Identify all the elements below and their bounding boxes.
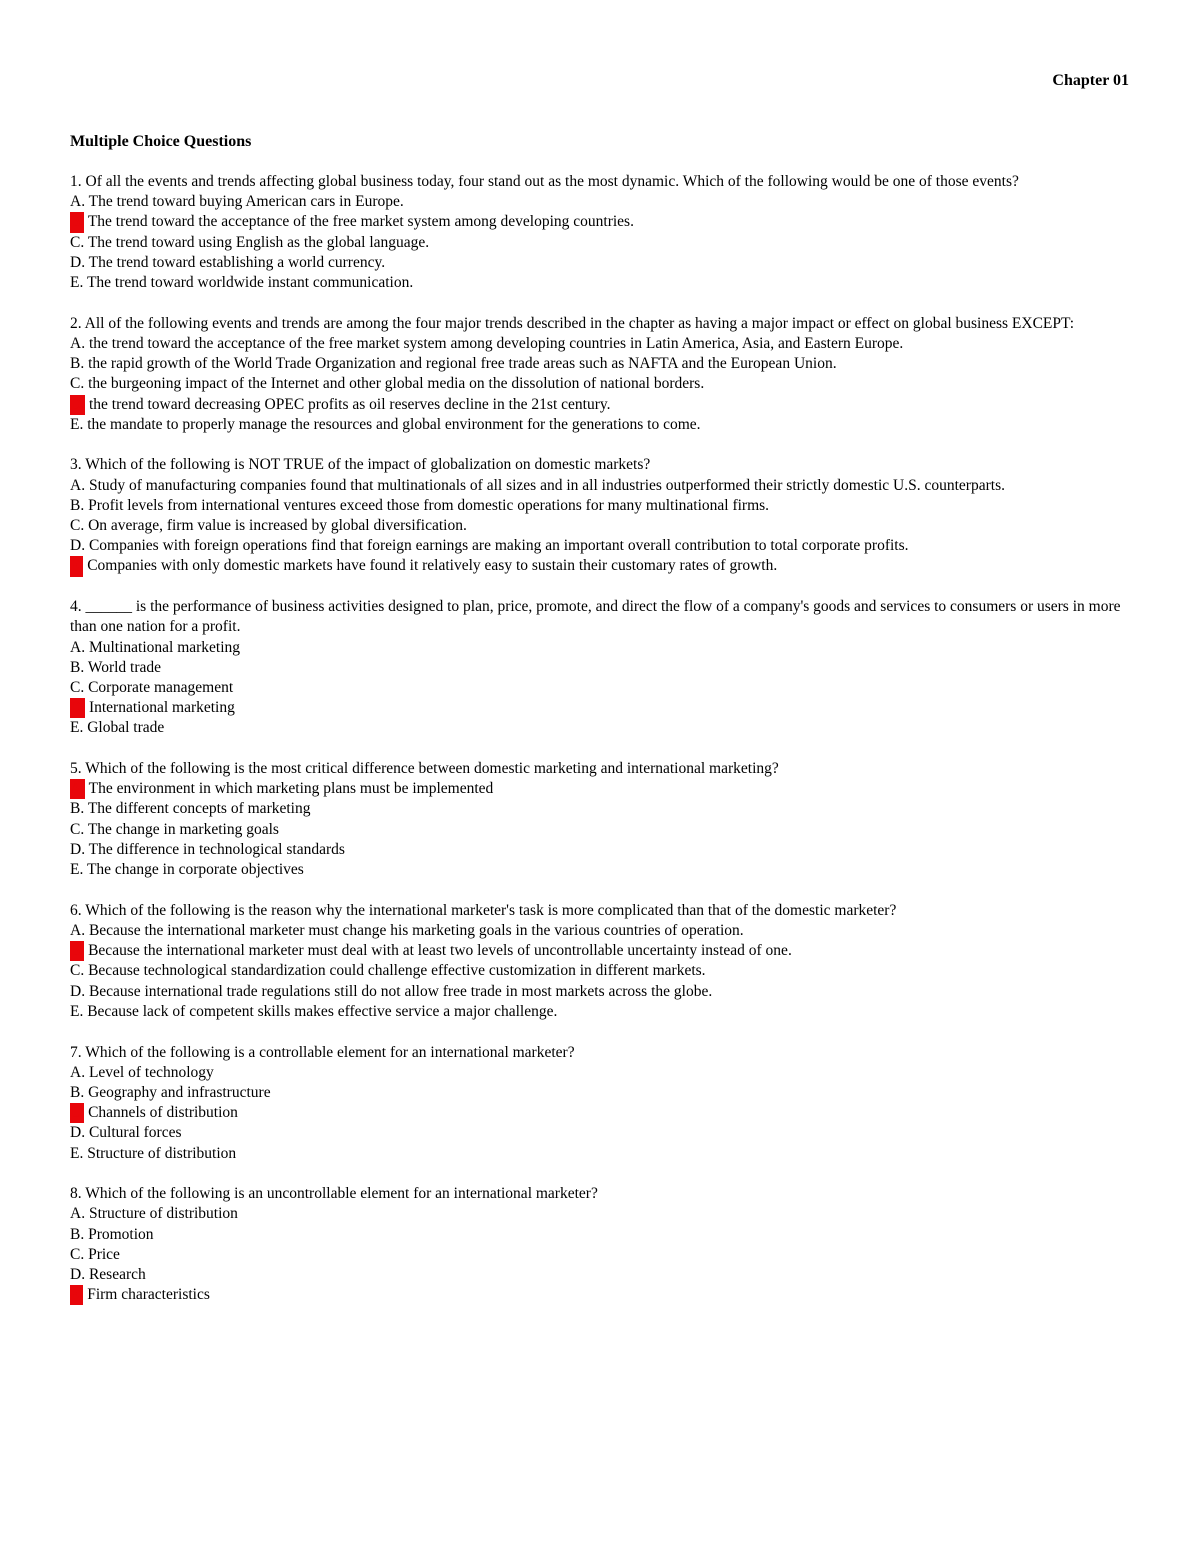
option-letter: B. bbox=[70, 800, 85, 818]
answer-option bbox=[70, 1285, 1130, 1305]
answer-option bbox=[70, 395, 1130, 415]
question-5 bbox=[70, 759, 1130, 880]
option-letter: D. bbox=[70, 253, 86, 271]
question-stem: 3. Which of the following is NOT TRUE of the impact of globalization on domestic markets? bbox=[70, 456, 651, 474]
option-letter: C. bbox=[70, 820, 85, 838]
option-text: Because the international marketer must change his marketing goals in the various countries of operation. bbox=[85, 922, 744, 939]
option-text: Corporate management bbox=[84, 678, 234, 696]
option-text: The change in marketing goals bbox=[84, 820, 279, 838]
option-text: On average, firm value is increased by global diversification. bbox=[84, 517, 467, 535]
option-letter: D. bbox=[70, 1124, 86, 1142]
answer-option bbox=[70, 1225, 1130, 1245]
question-list-container bbox=[70, 132, 1130, 1326]
answer-option bbox=[70, 192, 1130, 212]
option-text: Because the international marketer must deal with at least two levels of uncontrollable uncertainty instead of one. bbox=[84, 942, 792, 960]
option-text: The trend toward worldwide instant communication. bbox=[83, 274, 414, 292]
option-text: Geography and infrastructure bbox=[84, 1083, 271, 1101]
option-letter: D. bbox=[70, 537, 86, 555]
option-text: the burgeoning impact of the Internet and other global media on the dissolution of national borders. bbox=[84, 375, 705, 393]
question-stem: 1. Of all the events and trends affecting global business today, four stand out as the most dynamic. Which of the following would be one of those events? bbox=[70, 173, 1019, 190]
option-text: The trend toward the acceptance of the free market system among developing countries. bbox=[84, 213, 634, 231]
option-text: The environment in which marketing plans must be implemented bbox=[85, 780, 494, 798]
answer-option bbox=[70, 496, 1130, 516]
option-letter: E. bbox=[70, 719, 84, 737]
option-text: The trend toward using English as the global language. bbox=[84, 233, 430, 251]
option-text: The difference in technological standards bbox=[85, 840, 345, 858]
option-text: Because lack of competent skills makes effective service a major challenge. bbox=[83, 1002, 558, 1020]
question-stem: 7. Which of the following is a controllable element for an international marketer? bbox=[70, 1043, 575, 1061]
answer-option bbox=[70, 1123, 1130, 1143]
option-text: Cultural forces bbox=[85, 1124, 182, 1142]
answer-option bbox=[70, 273, 1130, 293]
option-text: the trend toward the acceptance of the free market system among developing countries in Latin America, Asia, and Eastern Europe. bbox=[85, 334, 904, 352]
option-letter: C. bbox=[70, 517, 85, 535]
option-letter: C. bbox=[70, 678, 85, 696]
option-letter: C. bbox=[70, 233, 85, 251]
answer-option bbox=[70, 233, 1130, 253]
option-text: Profit levels from international ventures exceed those from domestic operations for many multinational firms. bbox=[84, 496, 770, 514]
answer-option bbox=[70, 658, 1130, 678]
answer-option bbox=[70, 334, 1130, 354]
option-letter: D. bbox=[70, 840, 86, 858]
option-text: The different concepts of marketing bbox=[84, 800, 311, 818]
answer-option bbox=[70, 779, 1130, 799]
question-4 bbox=[70, 597, 1130, 738]
option-letter: A. bbox=[70, 476, 86, 494]
option-text: Promotion bbox=[84, 1225, 154, 1243]
answer-option bbox=[70, 1265, 1130, 1285]
option-letter: B. bbox=[70, 658, 85, 676]
answer-option bbox=[70, 638, 1130, 658]
option-text: Price bbox=[84, 1245, 120, 1263]
answer-option bbox=[70, 536, 1130, 556]
option-letter: E. bbox=[70, 1002, 84, 1020]
answer-option bbox=[70, 1063, 1130, 1083]
option-letter: B. bbox=[70, 496, 85, 514]
option-letter: A. bbox=[70, 638, 86, 656]
answer-option bbox=[70, 921, 1130, 941]
answer-option bbox=[70, 476, 1130, 496]
correct-answer-marker: B. bbox=[70, 941, 84, 961]
option-letter: D. bbox=[70, 982, 86, 1000]
answer-option bbox=[70, 354, 1130, 374]
question-stem: 6. Which of the following is the reason why the international marketer's task is more complicated than that of the domestic marketer? bbox=[70, 901, 897, 919]
answer-option bbox=[70, 1204, 1130, 1224]
option-text: the mandate to properly manage the resources and global environment for the generations to come. bbox=[83, 415, 701, 433]
option-letter: E. bbox=[70, 1144, 84, 1162]
answer-option bbox=[70, 516, 1130, 536]
option-letter: B. bbox=[70, 1083, 85, 1101]
option-text: The change in corporate objectives bbox=[83, 861, 304, 879]
answer-option bbox=[70, 253, 1130, 273]
answer-option bbox=[70, 374, 1130, 394]
question-3 bbox=[70, 455, 1130, 576]
option-text: Because technological standardization could challenge effective customization in different markets. bbox=[84, 962, 706, 980]
answer-option bbox=[70, 982, 1130, 1002]
question-6 bbox=[70, 901, 1130, 1022]
correct-answer-marker: E. bbox=[70, 1285, 83, 1305]
option-text: Because international trade regulations still do not allow free trade in most markets across the globe. bbox=[85, 982, 713, 1000]
correct-answer-marker: A. bbox=[70, 779, 85, 799]
option-letter: D. bbox=[70, 1266, 86, 1284]
option-text: Global trade bbox=[83, 719, 165, 737]
answer-option bbox=[70, 718, 1130, 738]
correct-answer-marker: D. bbox=[70, 395, 85, 415]
question-stem: 5. Which of the following is the most critical difference between domestic marketing and international marketing? bbox=[70, 760, 779, 778]
option-letter: A. bbox=[70, 193, 86, 211]
option-text: Companies with foreign operations find that foreign earnings are making an important overall contribution to total corporate profits. bbox=[85, 537, 909, 555]
question-stem: 8. Which of the following is an uncontrollable element for an international marketer? bbox=[70, 1185, 598, 1203]
question-7 bbox=[70, 1043, 1130, 1164]
option-letter: B. bbox=[70, 1225, 85, 1243]
option-letter: C. bbox=[70, 1245, 85, 1263]
section-title: Multiple Choice Questions bbox=[70, 133, 252, 150]
option-text: The trend toward buying American cars in Europe. bbox=[85, 193, 404, 211]
correct-answer-marker: B. bbox=[70, 212, 84, 232]
answer-option bbox=[70, 1002, 1130, 1022]
option-text: International marketing bbox=[85, 699, 235, 717]
question-8 bbox=[70, 1184, 1130, 1305]
option-letter: A. bbox=[70, 1063, 86, 1081]
question-stem: 2. All of the following events and trends are among the four major trends described in the chapter as having a major impact or effect on global business EXCEPT: bbox=[70, 314, 1075, 332]
answer-option bbox=[70, 860, 1130, 880]
option-letter: E. bbox=[70, 274, 84, 292]
question-stem: 4. ______ is the performance of business activities designed to plan, price, promote, and direct the flow of a company's goods and services to consumers or users in more than one nation for a profit. bbox=[70, 598, 1121, 636]
answer-option bbox=[70, 840, 1130, 860]
answer-option bbox=[70, 1083, 1130, 1103]
option-text: Multinational marketing bbox=[85, 638, 241, 656]
chapter-heading: Chapter 01 bbox=[1052, 72, 1129, 89]
answer-option bbox=[70, 1144, 1130, 1164]
answer-option bbox=[70, 799, 1130, 819]
answer-option bbox=[70, 678, 1130, 698]
option-text: Study of manufacturing companies found that multinationals of all sizes and in all industries outperformed their strictly domestic U.S. counterparts. bbox=[85, 476, 1005, 494]
answer-option bbox=[70, 212, 1130, 232]
answer-option bbox=[70, 941, 1130, 961]
option-text: World trade bbox=[84, 658, 162, 676]
option-letter: E. bbox=[70, 415, 84, 433]
option-text: Channels of distribution bbox=[84, 1104, 238, 1122]
option-letter: B. bbox=[70, 355, 85, 373]
correct-answer-marker: E. bbox=[70, 556, 83, 576]
option-text: The trend toward establishing a world currency. bbox=[85, 253, 386, 271]
option-text: Structure of distribution bbox=[85, 1205, 238, 1223]
correct-answer-marker: D. bbox=[70, 698, 85, 718]
option-text: Firm characteristics bbox=[83, 1286, 210, 1304]
option-text: Companies with only domestic markets have found it relatively easy to sustain their customary rates of growth. bbox=[83, 557, 778, 575]
answer-option bbox=[70, 1103, 1130, 1123]
option-letter: C. bbox=[70, 962, 85, 980]
option-letter: C. bbox=[70, 375, 85, 393]
option-text: the rapid growth of the World Trade Organization and regional free trade areas such as NAFTA and the European Union. bbox=[84, 355, 837, 373]
correct-answer-marker: C. bbox=[70, 1103, 84, 1123]
question-1 bbox=[70, 172, 1130, 293]
question-list bbox=[70, 172, 1130, 1305]
answer-option bbox=[70, 415, 1130, 435]
option-text: the trend toward decreasing OPEC profits as oil reserves decline in the 21st century. bbox=[85, 395, 611, 413]
question-2 bbox=[70, 314, 1130, 435]
option-letter: A. bbox=[70, 334, 86, 352]
option-letter: A. bbox=[70, 1205, 86, 1223]
answer-option bbox=[70, 961, 1130, 981]
answer-option bbox=[70, 820, 1130, 840]
option-text: Structure of distribution bbox=[83, 1144, 237, 1162]
option-text: Research bbox=[85, 1266, 146, 1284]
answer-option bbox=[70, 556, 1130, 576]
option-letter: A. bbox=[70, 922, 86, 939]
answer-option bbox=[70, 698, 1130, 718]
option-text: Level of technology bbox=[85, 1063, 214, 1081]
option-letter: E. bbox=[70, 861, 84, 879]
answer-option bbox=[70, 1245, 1130, 1265]
